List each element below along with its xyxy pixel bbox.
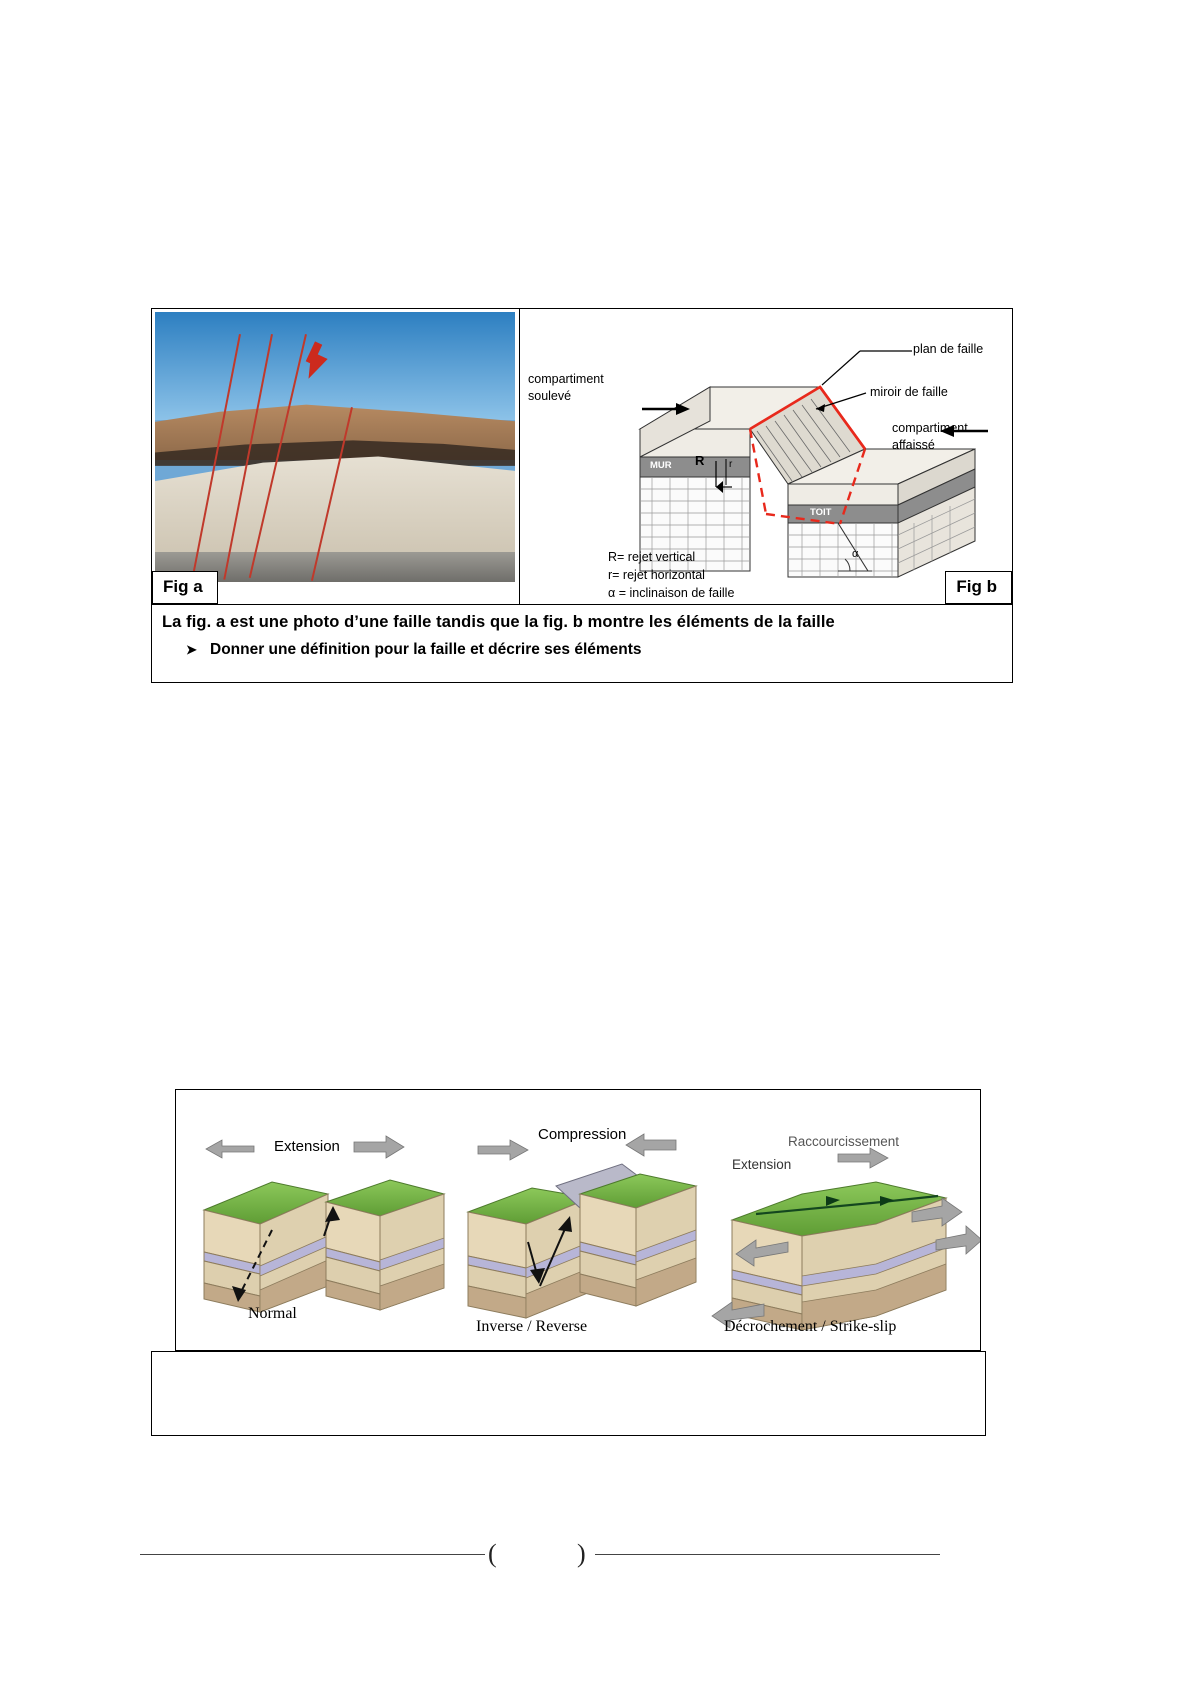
- fault-outcrop-photo: [155, 312, 515, 582]
- label-alpha-angle: α: [852, 548, 859, 560]
- label-compartiment-souleve-line1: compartiment: [528, 372, 604, 386]
- legend-inclinaison-faille: α = inclinaison de faille: [608, 586, 735, 600]
- figure-1-container: [151, 308, 1013, 683]
- label-R-capital: R: [695, 453, 705, 468]
- label-normal-fault: Normal: [248, 1305, 297, 1322]
- figure-a-tag: Fig a: [152, 571, 218, 604]
- label-miroir-de-faille: miroir de faille: [870, 385, 948, 399]
- answer-box[interactable]: [151, 1351, 986, 1436]
- figure-b-tag: Fig b: [945, 571, 1012, 604]
- footer-rule-left: [140, 1554, 485, 1555]
- figure-1-caption: [152, 604, 1012, 683]
- label-plan-de-faille: plan de faille: [913, 342, 984, 356]
- bullet-arrow-icon: ➤: [186, 642, 197, 657]
- label-compartiment-affaisse-line1: compartiment: [892, 421, 968, 435]
- label-extension-panel1: Extension: [274, 1138, 340, 1155]
- caption-task-text: Donner une définition pour la faille et décrire ses éléments: [210, 641, 642, 658]
- label-decrochement-strike-slip-fault: Décrochement / Strike-slip: [724, 1318, 897, 1335]
- label-compression-panel2: Compression: [538, 1126, 627, 1143]
- legend-rejet-horizontal: r= rejet horizontal: [608, 568, 705, 582]
- figure-2-container: [175, 1089, 981, 1351]
- figure-1-panels: [152, 309, 1012, 604]
- photo-light-rock-layer: [155, 452, 515, 555]
- label-mur: MUR: [650, 460, 672, 471]
- label-raccourcissement-panel3: Raccourcissement: [788, 1134, 900, 1149]
- footer-rule-right: [595, 1554, 940, 1555]
- page-footer: [140, 1539, 940, 1568]
- footer-left-paren: (: [488, 1539, 497, 1568]
- label-compartiment-souleve-line2: soulevé: [528, 389, 572, 403]
- legend-rejet-vertical: R= rejet vertical: [608, 550, 696, 564]
- label-compartiment-affaisse-line2: affaissé: [892, 438, 935, 452]
- label-inverse-reverse-fault: Inverse / Reverse: [476, 1318, 588, 1335]
- caption-sentence: La fig. a est une photo d’une faille tandis que la fig. b montre les éléments de la faille: [162, 613, 835, 631]
- label-extension-panel3: Extension: [732, 1157, 792, 1172]
- caption-task-item: [186, 641, 1000, 659]
- label-r-small: r: [729, 459, 733, 470]
- figure-a-panel: [152, 309, 520, 604]
- photo-sky: [155, 312, 515, 420]
- figure-b-panel: [520, 309, 1012, 604]
- label-toit: TOIT: [810, 507, 832, 518]
- footer-right-paren: ): [577, 1539, 586, 1568]
